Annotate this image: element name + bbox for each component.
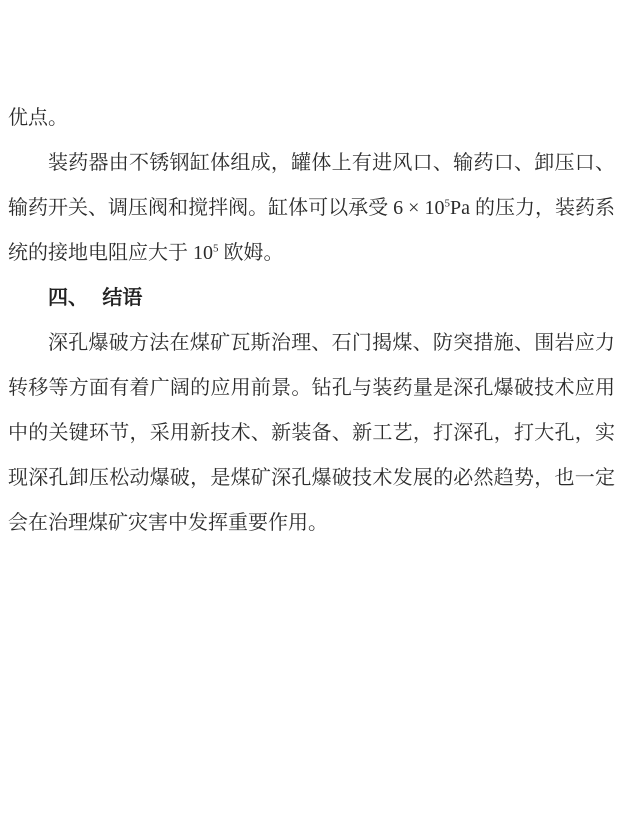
charger-text-segment-3: 欧姆。: [218, 242, 284, 264]
charger-text-segment-1: 装药器由不锈钢缸体组成，罐体上有进风口、输药口、卸压口、输药开关、调压阀和搅拌阀。缸体可以承受 6 × 10: [8, 152, 615, 219]
pressure-exponent: 5: [444, 197, 450, 210]
section-title: 结语: [102, 287, 143, 309]
resistance-exponent: 5: [213, 242, 219, 255]
section-heading: [8, 276, 615, 321]
section-number: 四、: [48, 287, 88, 309]
paragraph-charger-description: [8, 141, 615, 276]
paragraph-conclusion: 深孔爆破方法在煤矿瓦斯治理、石门揭煤、防突措施、围岩应力转移等方面有着广阔的应用前景。钻孔与装药量是深孔爆破技术应用中的关键环节，采用新技术、新装备、新工艺，打深孔，打大孔，实现深孔卸压松动爆破，是煤矿深孔爆破技术发展的必然趋势，也一定会在治理煤矿灾害中发挥重要作用。: [8, 332, 615, 534]
paragraph-intro-continuation: 优点。: [8, 107, 68, 129]
charger-text-segment-2: Pa 的压力，装药系统的接地电阻应大于 10: [8, 197, 616, 264]
